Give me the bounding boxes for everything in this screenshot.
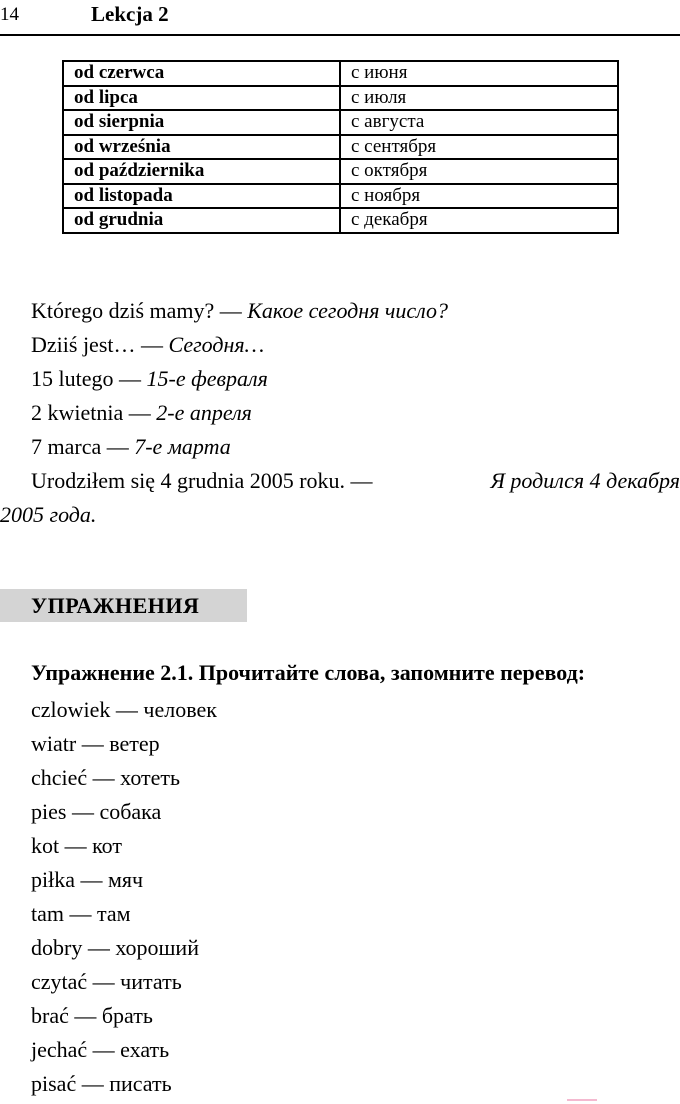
polish-cell: od czerwca	[63, 61, 340, 86]
decorative-mark	[567, 1099, 597, 1101]
example-polish: Którego dziś mamy? —	[31, 298, 248, 323]
russian-cell: с июля	[340, 86, 618, 111]
example-russian: Я родился 4 декабря	[490, 468, 680, 493]
russian-cell: с июня	[340, 61, 618, 86]
example-russian: Сегодня…	[168, 332, 265, 357]
example-line-continued	[0, 498, 680, 532]
polish-cell: od grudnia	[63, 208, 340, 233]
example-polish: 7 marca —	[31, 434, 135, 459]
russian-cell: с ноября	[340, 184, 618, 209]
table-row	[63, 208, 618, 233]
exercise-title: Упражнение 2.1. Прочитайте слова, запомните перевод:	[31, 660, 586, 685]
list-item: brać — брать	[31, 1003, 153, 1028]
list-item: kot — кот	[31, 833, 123, 858]
list-item: pies — собака	[31, 799, 162, 824]
list-item: chcieć — хотеть	[31, 765, 181, 790]
example-polish: Urodziłem się 4 grudnia 2005 roku. —	[31, 468, 379, 493]
example-line	[0, 430, 680, 464]
polish-cell: od września	[63, 135, 340, 160]
example-russian: 2-е апреля	[156, 400, 252, 425]
polish-cell: od lipca	[63, 86, 340, 111]
section-header	[0, 589, 247, 622]
russian-cell: с сентября	[340, 135, 618, 160]
table-row	[63, 110, 618, 135]
example-russian: Какое сегодня число?	[247, 298, 449, 323]
russian-cell: с августа	[340, 110, 618, 135]
list-item: wiatr — ветер	[31, 731, 160, 756]
example-polish: 15 lutego —	[31, 366, 147, 391]
table-row	[63, 135, 618, 160]
list-item: pisać — писать	[31, 1071, 172, 1096]
example-line	[0, 294, 680, 328]
example-line	[0, 328, 680, 362]
lesson-title: Lekcja 2	[91, 2, 169, 26]
vocabulary-list	[31, 693, 217, 1101]
russian-cell: с декабря	[340, 208, 618, 233]
table-row	[63, 184, 618, 209]
page-number: 14	[0, 4, 19, 25]
polish-cell: od listopada	[63, 184, 340, 209]
example-line	[0, 362, 680, 396]
example-polish: 2 kwietnia —	[31, 400, 157, 425]
example-russian: 7-е марта	[134, 434, 231, 459]
date-examples	[0, 294, 680, 532]
list-item: jechać — ехать	[31, 1037, 170, 1062]
list-item: czlowiek — человек	[31, 697, 217, 722]
polish-cell: od sierpnia	[63, 110, 340, 135]
table-row	[63, 61, 618, 86]
list-item: piłka — мяч	[31, 867, 144, 892]
section-title: УПРАЖНЕНИЯ	[31, 593, 200, 618]
example-line-long	[0, 464, 680, 498]
list-item: dobry — хороший	[31, 935, 199, 960]
months-table	[62, 60, 619, 234]
example-russian-continued: 2005 года.	[0, 502, 97, 527]
list-item: czytać — читать	[31, 969, 182, 994]
polish-cell: od października	[63, 159, 340, 184]
table-row	[63, 159, 618, 184]
table-row	[63, 86, 618, 111]
example-line	[0, 396, 680, 430]
example-russian: 15-е февраля	[146, 366, 268, 391]
list-item: tam — там	[31, 901, 131, 926]
page-header	[0, 0, 680, 36]
example-polish: Dziiś jest… —	[31, 332, 169, 357]
russian-cell: с октября	[340, 159, 618, 184]
